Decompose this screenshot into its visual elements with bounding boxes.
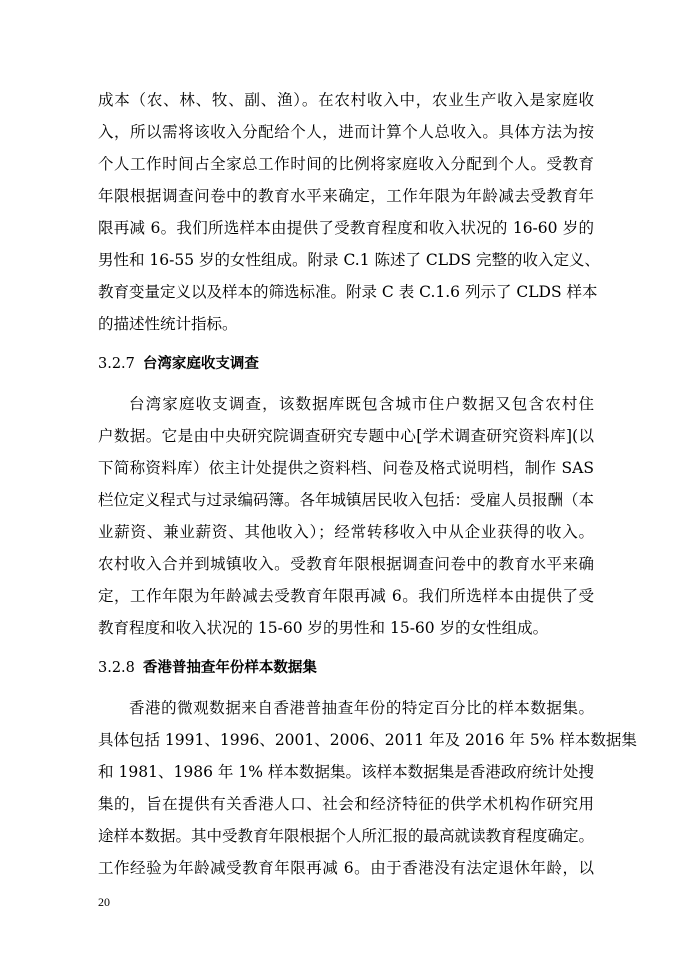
text-line: 教育变量定义以及样本的筛选标准。附录 C 表 C.1.6 列示了 CLDS 样本 xyxy=(98,283,598,301)
document-body xyxy=(98,84,637,884)
section-number: 3.2.8 xyxy=(98,660,135,676)
text-line: 个人工作时间占全家总工作时间的比例将家庭收入分配到个人。受教育 xyxy=(98,155,594,173)
paragraph-taiwan-survey xyxy=(98,388,594,644)
section-heading-3-2-7 xyxy=(98,348,594,380)
text-line: 户数据。它是由中央研究院调查研究专题中心[学术调查研究资料库](以 xyxy=(98,427,594,445)
text-line: 业薪资、兼业薪资、其他收入）；经常转移收入中从企业获得的收入。 xyxy=(98,523,594,541)
text-line: 定，工作年限为年龄减去受教育年限再减 6。我们所选样本由提供了受 xyxy=(98,587,594,605)
section-number: 3.2.7 xyxy=(98,356,135,372)
text-line: 下简称资料库）依主计处提供之资料档、问卷及格式说明档，制作 SAS xyxy=(98,459,594,477)
text-line: 栏位定义程式与过录编码簿。各年城镇居民收入包括：受雇人员报酬（本 xyxy=(98,491,595,509)
text-line: 入，所以需将该收入分配给个人，进而计算个人总收入。具体方法为按 xyxy=(98,123,594,141)
paragraph-income-allocation xyxy=(98,84,601,340)
paragraph-hong-kong-census xyxy=(98,692,637,884)
text-line: 男性和 16-55 岁的女性组成。附录 C.1 陈述了 CLDS 完整的收入定义、 xyxy=(98,251,601,269)
section-title: 台湾家庭收支调查 xyxy=(142,356,259,372)
section-title: 香港普抽查年份样本数据集 xyxy=(142,660,317,676)
page-number: 20 xyxy=(98,895,110,909)
text-line: 和 1981、1986 年 1% 样本数据集。该样本数据集是香港政府统计处搜 xyxy=(98,763,594,781)
text-line: 工作经验为年龄减受教育年限再减 6。由于香港没有法定退休年龄，以 xyxy=(98,859,594,877)
text-line: 年限根据调查问卷中的教育水平来确定，工作年限为年龄减去受教育年 xyxy=(98,187,594,205)
text-line: 具体包括 1991、1996、2001、2006、2011 年及 2016 年 5% 样本数据集 xyxy=(98,731,637,749)
text-line: 限再减 6。我们所选样本由提供了受教育程度和收入状况的 16-60 岁的 xyxy=(98,219,594,237)
text-line: 香港的微观数据来自香港普抽查年份的特定百分比的样本数据集。 xyxy=(129,699,594,717)
text-line: 的描述性统计指标。 xyxy=(98,315,238,333)
text-line: 教育程度和收入状况的 15-60 岁的男性和 15-60 岁的女性组成。 xyxy=(98,619,549,637)
text-line: 途样本数据。其中受教育年限根据个人所汇报的最高就读教育程度确定。 xyxy=(98,827,595,845)
text-line: 农村收入合并到城镇收入。受教育年限根据调查问卷中的教育水平来确 xyxy=(98,555,594,573)
text-line: 集的，旨在提供有关香港人口、社会和经济特征的供学术机构作研究用 xyxy=(98,795,594,813)
text-line: 成本（农、林、牧、副、渔）。在农村收入中，农业生产收入是家庭收 xyxy=(98,91,594,109)
section-heading-3-2-8 xyxy=(98,652,594,684)
text-line: 台湾家庭收支调查，该数据库既包含城市住户数据又包含农村住 xyxy=(129,395,594,413)
